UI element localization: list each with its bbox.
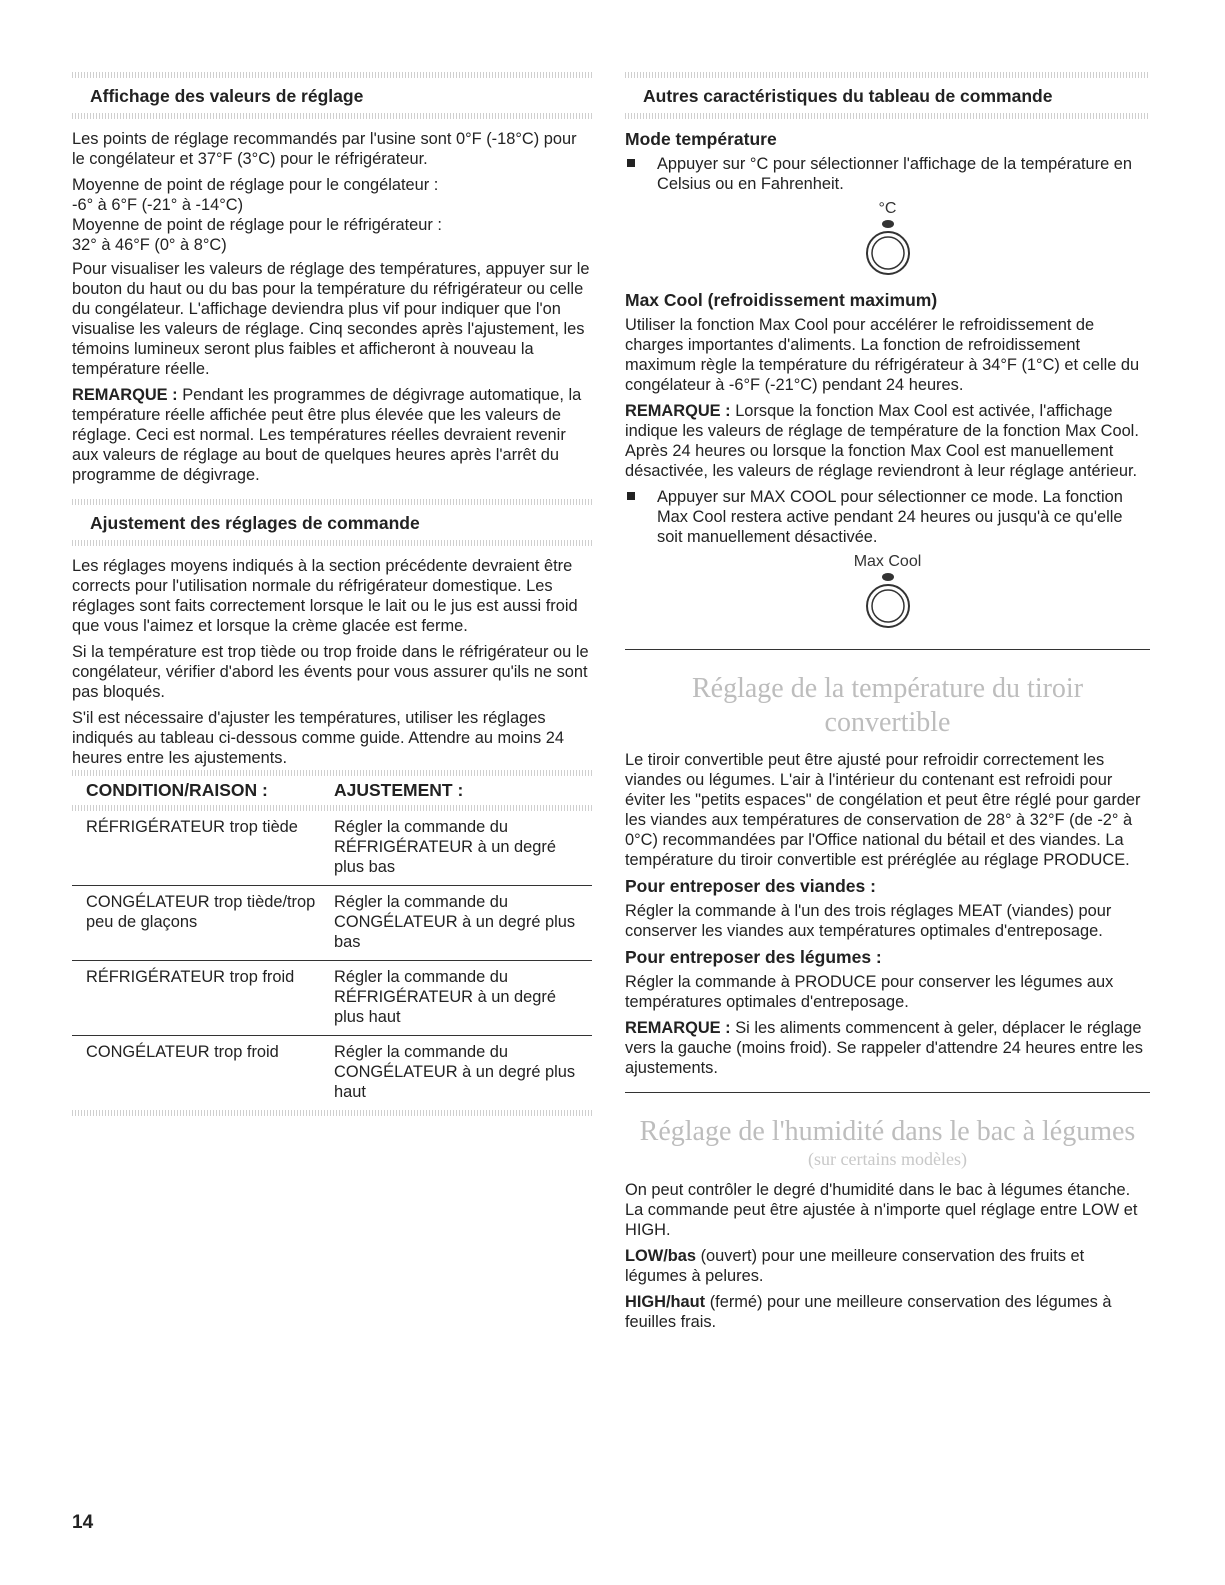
paragraph: Utiliser la fonction Max Cool pour accélérer le refroidissement de charges importantes d'aliments. La fonction de refroidissement maximum règle la température du réfrigérateur à 34°F (1°C) et celle du congélateur à -6°F (-21°C) pendant 24 heures.: [625, 316, 1140, 394]
max-cool-button-illustration: [625, 553, 1150, 629]
note-label: REMARQUE :: [625, 1019, 731, 1037]
condition-cell: RÉFRIGÉRATEUR trop froid: [72, 961, 320, 1036]
condition-cell: CONGÉLATEUR trop froid: [72, 1036, 320, 1111]
paragraph: Le tiroir convertible peut être ajusté pour refroidir correctement les viandes ou légumes. L'air à l'intérieur du contenant est refroidi pour éviter les "petits espaces" de congélation et peut être réglé pour garder les viandes aux températures de conservation de 28° à 32°F (de -2° à 0°C) recommandées par l'Office national du bétail et des viandes. La température du tiroir convertible est préréglée au réglage PRODUCE.: [625, 751, 1141, 869]
paragraph: Pour visualiser les valeurs de réglage des températures, appuyer sur le bouton du haut ou du bas pour la température du réfrigérateur ou celle du congélateur. L'affichage deviendra plus vif pour indiquer que l'on visualise les valeurs de réglage. Cinq secondes après l'ajustement, les témoins lumineux seront plus faibles et afficheront à nouveau la température réelle.: [72, 260, 590, 378]
dial-caption: Max Cool: [853, 553, 922, 570]
hatch-divider: [625, 113, 1150, 119]
subsection-title: Pour entreposer des légumes :: [625, 947, 882, 967]
section-title: Réglage de la température du tiroir: [691, 673, 1084, 704]
round-button-icon: [865, 230, 911, 276]
hatch-divider: [72, 540, 592, 546]
bullet-text: Appuyer sur MAX COOL pour sélectionner ce mode. La fonction Max Cool restera active pendant 24 heures ou jusqu'à ce qu'elle soit manuellement désactivée.: [657, 488, 1123, 546]
section-header-controls: [625, 72, 1150, 119]
text-line: -6° à 6°F (-21° à -14°C): [72, 196, 244, 214]
condition-cell: RÉFRIGÉRATEUR trop tiède: [86, 818, 298, 836]
note-paragraph: [72, 385, 592, 485]
note-label: REMARQUE :: [72, 386, 178, 404]
section-title: Ajustement des réglages de commande: [90, 513, 420, 533]
indicator-light-icon: [882, 573, 894, 581]
paragraph: [625, 1292, 1150, 1332]
paragraph: Régler la commande à PRODUCE pour conserver les légumes aux températures optimales d'entreposage.: [625, 973, 1114, 1011]
adjustment-table: [72, 776, 592, 1110]
paragraph: [625, 1246, 1150, 1286]
table-header-condition: CONDITION/RAISON :: [86, 780, 268, 800]
table-row: [72, 811, 592, 886]
left-column: [72, 72, 592, 1116]
section-title: Réglage de l'humidité dans le bac à légumes: [639, 1116, 1136, 1147]
hatch-divider: [72, 1110, 592, 1116]
note-text: Lorsque la fonction Max Cool est activée, l'affichage indique les valeurs de réglage de température de la fonction Max Cool. Après 24 heures ou lorsque la fonction Max Cool est manuellement désactivée, les valeurs de réglage reviendront à leur réglage antérieur.: [625, 402, 1139, 480]
table-row: [72, 886, 592, 961]
adjustment-cell: Régler la commande du CONGÉLATEUR à un degré plus haut: [320, 1036, 592, 1111]
section-title-line2: convertible: [824, 707, 951, 738]
table-row: [72, 961, 592, 1036]
paragraph: Les points de réglage recommandés par l'usine sont 0°F (-18°C) pour le congélateur et 37°F (3°C) pour le réfrigérateur.: [72, 130, 577, 168]
note-label: REMARQUE :: [625, 402, 731, 420]
bullet-square-icon: [627, 492, 635, 500]
round-button-icon: [865, 583, 911, 629]
text-line: Moyenne de point de réglage pour le congélateur :: [72, 176, 439, 194]
section-header-setpoints: [72, 72, 592, 119]
note-paragraph: [625, 1018, 1150, 1078]
dial-caption: °C: [878, 200, 897, 217]
bullet-item: [625, 154, 1150, 194]
page-number: 14: [72, 1512, 94, 1533]
high-text: (fermé) pour une meilleure conservation des légumes à feuilles frais.: [625, 1293, 1112, 1331]
celsius-button-illustration: [625, 200, 1150, 276]
condition-cell: CONGÉLATEUR trop tiède/trop peu de glaçons: [72, 886, 320, 961]
bullet-text: Appuyer sur °C pour sélectionner l'affichage de la température en Celsius ou en Fahrenheit.: [657, 155, 1132, 193]
section-title: Affichage des valeurs de réglage: [90, 86, 364, 106]
low-label: LOW/bas: [625, 1247, 697, 1265]
low-text: (ouvert) pour une meilleure conservation des fruits et légumes à pelures.: [625, 1247, 1085, 1285]
paragraph: On peut contrôler le degré d'humidité dans le bac à légumes étanche. La commande peut être ajustée à n'importe quel réglage entre LOW et HIGH.: [625, 1181, 1138, 1239]
hatch-divider: [72, 113, 592, 119]
right-column: [625, 72, 1150, 1338]
subsection-title: Pour entreposer des viandes :: [625, 876, 876, 896]
section-header-drawer: [625, 649, 1150, 740]
section-header-adjust: [72, 499, 592, 546]
section-subtitle: (sur certains modèles): [808, 1149, 967, 1169]
table-header-adjustment: AJUSTEMENT :: [334, 780, 464, 800]
note-text: Pendant les programmes de dégivrage automatique, la température réelle affichée peut être plus élevée que les valeurs de réglage. Ceci est normal. Les températures réelles devraient revenir aux valeurs de réglage au bout de quelques heures après l'arrêt du programme de dégivrage.: [72, 386, 582, 484]
subsection-title: Max Cool (refroidissement maximum): [625, 290, 938, 310]
note-paragraph: [625, 401, 1150, 481]
paragraph: [72, 175, 592, 255]
paragraph: Si la température est trop tiède ou trop froide dans le réfrigérateur ou le congélateur, vérifier d'abord les évents pour vous assurer qu'ils ne sont pas bloqués.: [72, 643, 589, 701]
adjustment-cell: Régler la commande du CONGÉLATEUR à un degré plus bas: [320, 886, 592, 961]
bullet-square-icon: [627, 159, 635, 167]
table-header-row: [72, 776, 592, 805]
paragraph: Les réglages moyens indiqués à la section précédente devraient être corrects pour l'utilisation normale du réfrigérateur domestique. Les réglages sont faits correctement lorsque le lait ou le jus est aussi froid que vous l'aimez et lorsque la crème glacée est ferme.: [72, 557, 578, 635]
text-line: Moyenne de point de réglage pour le réfrigérateur :: [72, 216, 442, 234]
paragraph: Régler la commande à l'un des trois réglages MEAT (viandes) pour conserver les viandes aux températures optimales d'entreposage.: [625, 902, 1112, 940]
adjustment-cell: Régler la commande du RÉFRIGÉRATEUR à un degré plus haut: [320, 961, 592, 1036]
text-line: 32° à 46°F (0° à 8°C): [72, 236, 227, 254]
adjustment-cell: Régler la commande du RÉFRIGÉRATEUR à un degré plus bas: [334, 818, 556, 876]
bullet-item: [625, 487, 1150, 547]
table-row: [72, 1036, 592, 1111]
section-header-humidity: [625, 1092, 1150, 1170]
section-title: Autres caractéristiques du tableau de commande: [643, 86, 1053, 106]
paragraph: S'il est nécessaire d'ajuster les températures, utiliser les réglages indiqués au tableau ci-dessous comme guide. Attendre au moins 24 heures entre les ajustements.: [72, 709, 565, 767]
subsection-title: Mode température: [625, 129, 777, 149]
note-text: Si les aliments commencent à geler, déplacer le réglage vers la gauche (moins froid). Se rappeler d'attendre 24 heures entre les ajustements.: [625, 1019, 1143, 1077]
indicator-light-icon: [882, 220, 894, 228]
high-label: HIGH/haut: [625, 1293, 706, 1311]
